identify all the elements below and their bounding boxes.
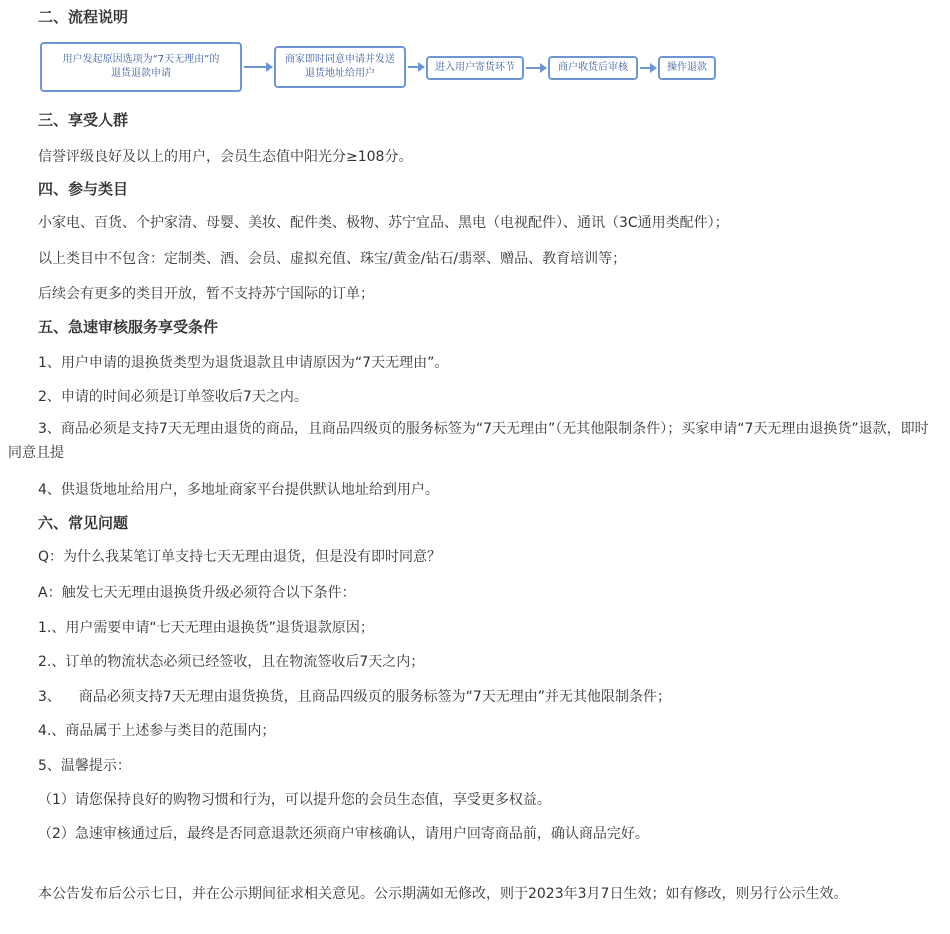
flow-step-2: [274, 46, 406, 88]
faq-item-2: 2.、订单的物流状态必须已经签收，且在物流签收后7天之内；: [38, 654, 425, 670]
categories-line-1: 小家电、百货、个护家清、母婴、美妆、配件类、极物、苏宁宜品、黑电（电视配件）、通讯（3C通用类配件）；: [38, 215, 729, 231]
faq-question: Q：为什么我某笔订单支持七天无理由退货，但是没有即时同意？: [38, 549, 442, 565]
process-flowchart: [40, 42, 730, 92]
conditions-item-4: 4、供退货地址给用户，多地址商家平台提供默认地址给到用户。: [38, 482, 439, 498]
faq-item-5: 5、温馨提示：: [38, 758, 131, 774]
flow-arrow-3: [526, 67, 546, 69]
conditions-item-1: 1、用户申请的退换货类型为退货退款且申请原因为“7天无理由”。: [38, 355, 449, 371]
faq-heading: 六、常见问题: [38, 514, 129, 532]
flow-arrow-1: [244, 66, 272, 68]
faq-item-1: 1.、用户需要申请“七天无理由退换货”退货退款原因；: [38, 620, 374, 636]
eligible-heading: 三、享受人群: [38, 111, 129, 129]
flow-step-3: 进入用户寄货环节: [426, 56, 524, 80]
flow-step-1: [40, 42, 242, 92]
flow-step-4: 商户收货后审核: [548, 56, 638, 80]
faq-tip-1: （1）请您保持良好的购物习惯和行为，可以提升您的会员生态值，享受更多权益。: [38, 792, 551, 808]
conditions-item-3: 3、商品必须是支持7天无理由退货的商品，且商品四级页的服务标签为“7天无理由”（无其他限制条件）；买家申请“7天无理由退换货”退款，即时同意且提: [8, 421, 929, 461]
faq-item-3: 3、 商品必须支持7天无理由退货换货，且商品四级页的服务标签为“7天无理由”并无其他限制条件；: [38, 689, 672, 705]
flow-step-1-line1: 用户发起原因选项为“7天无理由”的: [62, 54, 220, 65]
conditions-item-2: 2、申请的时间必须是订单签收后7天之内。: [38, 389, 308, 405]
flow-arrow-2: [408, 66, 424, 68]
faq-item-4: 4.、商品属于上述参与类目的范围内；: [38, 723, 276, 739]
categories-heading: 四、参与类目: [38, 180, 129, 198]
flow-step-2-line1: 商家即时同意申请并发送: [285, 54, 395, 65]
process-heading: 二、流程说明: [38, 8, 129, 26]
categories-line-3: 后续会有更多的类目开放，暂不支持苏宁国际的订单；: [38, 286, 374, 302]
eligible-text: 信誉评级良好及以上的用户，会员生态值中阳光分≥108分。: [38, 149, 413, 165]
conditions-heading: 五、急速审核服务享受条件: [38, 318, 219, 336]
flow-step-2-line2: 退货地址给用户: [305, 68, 375, 79]
faq-answer: A：触发七天无理由退换货升级必须符合以下条件：: [38, 585, 356, 601]
flow-step-1-line2: 退货退款申请: [110, 68, 171, 79]
notice-text: 本公告发布后公示七日，并在公示期间征求相关意见。公示期满如无修改，则于2023年3月7日生效；如有修改，则另行公示生效。: [38, 886, 848, 902]
flow-arrow-4: [640, 67, 656, 69]
faq-tip-2: （2）急速审核通过后，最终是否同意退款还须商户审核确认，请用户回寄商品前，确认商品完好。: [38, 826, 649, 842]
flow-step-5: 操作退款: [658, 56, 716, 80]
categories-line-2: 以上类目中不包含：定制类、酒、会员、虚拟充值、珠宝/黄金/钻石/翡翠、赠品、教育培训等；: [38, 251, 627, 267]
